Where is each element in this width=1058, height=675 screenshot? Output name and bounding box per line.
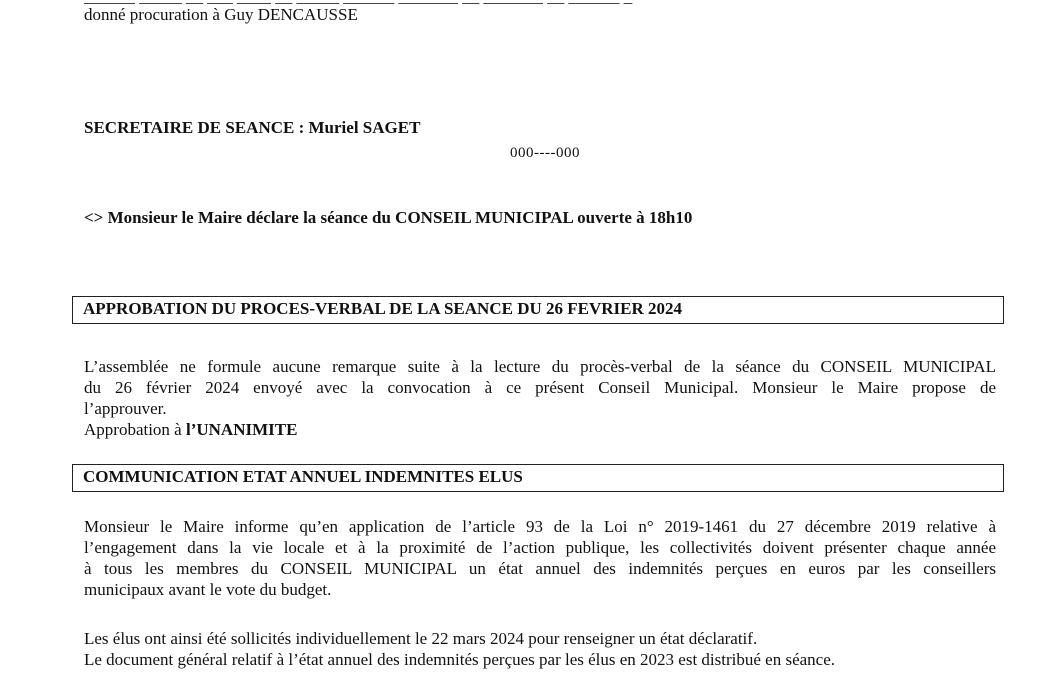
- allowances-paragraph-1: [84, 516, 996, 600]
- session-secretary: SECRETAIRE DE SEANCE : Muriel SAGET: [84, 118, 421, 137]
- session-opening-statement: <> Monsieur le Maire déclare la séance du CONSEIL MUNICIPAL ouverte à 18h10: [84, 208, 693, 227]
- separator-mark: 000----000: [510, 145, 580, 161]
- approval-paragraph: [84, 356, 996, 419]
- approval-prefix: Approbation à: [84, 420, 186, 439]
- paragraph-line: Les élus ont ainsi été sollicités individuellement le 22 mars 2024 pour renseigner un état déclaratif.: [84, 629, 758, 648]
- approval-unanimity: l’UNANIMITE: [185, 420, 298, 439]
- paragraph-line: Monsieur le Maire informe qu’en application de l’article 93 de la Loi n° 2019-1461 du 27 décembre 2019 relative à: [84, 517, 996, 536]
- approval-result: [84, 419, 297, 440]
- allowances-paragraph-2: [84, 628, 996, 670]
- section-title-allowances: COMMUNICATION ETAT ANNUEL INDEMNITES ELUS: [83, 467, 523, 486]
- section-title-approval: APPROBATION DU PROCES-VERBAL DE LA SEANCE DU 26 FEVRIER 2024: [83, 299, 683, 318]
- section-heading-box-allowances: [72, 464, 1004, 492]
- section-heading-box-approval: [72, 296, 1004, 324]
- paragraph-line: du 26 février 2024 envoyé avec la convocation à ce présent Conseil Municipal. Monsieur le Maire propose de: [84, 378, 996, 397]
- paragraph-line: L’assemblée ne formule aucune remarque suite à la lecture du procès-verbal de la séance du CONSEIL MUNICIPAL: [84, 357, 996, 376]
- paragraph-line: l’engagement dans la vie locale et à la proximité de l’action publique, les collectivités doivent présenter chaque année: [84, 538, 996, 557]
- paragraph-line: l’approuver.: [84, 399, 167, 418]
- paragraph-line: municipaux avant le vote du budget.: [84, 580, 332, 599]
- proxy-line: donné procuration à Guy DENCAUSSE: [84, 5, 358, 24]
- paragraph-line: à tous les membres du CONSEIL MUNICIPAL un état annuel des indemnités perçues en euros par les conseillers: [84, 559, 996, 578]
- paragraph-line: Le document général relatif à l’état annuel des indemnités perçues par les élus en 2023 est distribué en séance.: [84, 650, 836, 669]
